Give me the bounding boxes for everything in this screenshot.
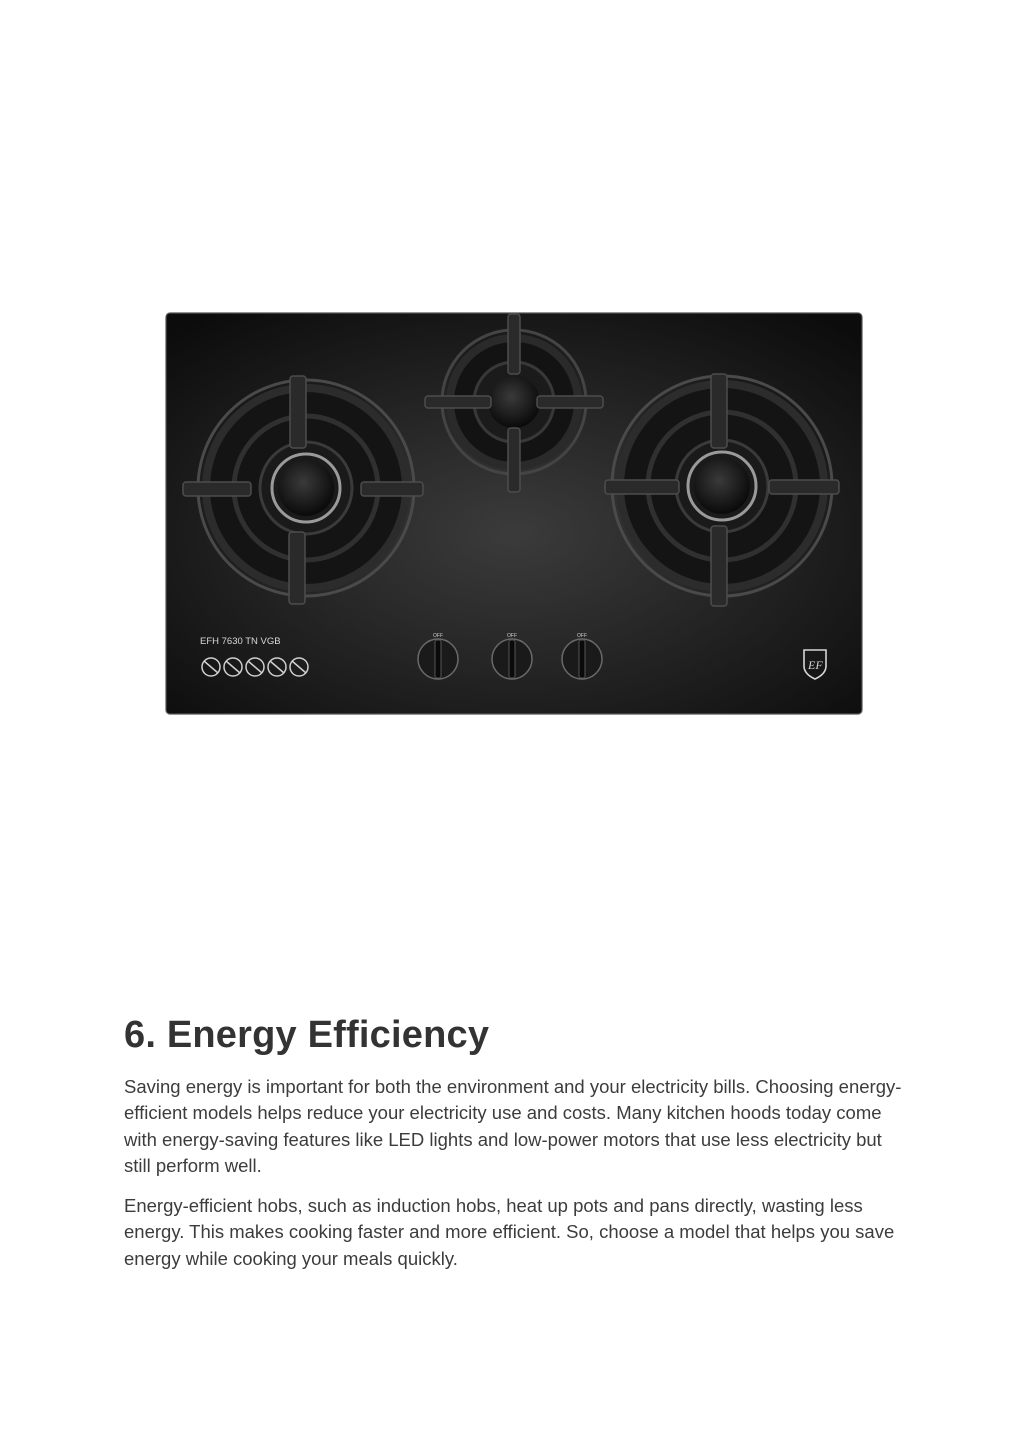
knob-off-label: OFF: [507, 633, 517, 639]
gas-hob-product-image: [165, 312, 863, 715]
section-heading: 6. Energy Efficiency: [124, 1014, 490, 1056]
paragraph-1: Saving energy is important for both the environment and your electricity bills. Choosing energy-efficient models helps reduce your electricity use and costs. Many kitchen hoods today come with energy-saving features like LED lights and low-power motors that use less electricity but still perform well.: [124, 1076, 902, 1176]
paragraph-2: Energy-efficient hobs, such as induction hobs, heat up pots and pans directly, wasting less energy. This makes cooking faster and more efficient. So, choose a model that helps you save energy while cooking your meals quickly.: [124, 1195, 895, 1269]
model-label: EFH 7630 TN VGB: [200, 636, 281, 647]
brand-logo-text: EF: [808, 658, 823, 672]
gas-hob-illustration: [165, 312, 863, 715]
knob-off-label: OFF: [577, 633, 587, 639]
knob-off-label: OFF: [433, 633, 443, 639]
energy-efficiency-section: [124, 1012, 904, 1286]
